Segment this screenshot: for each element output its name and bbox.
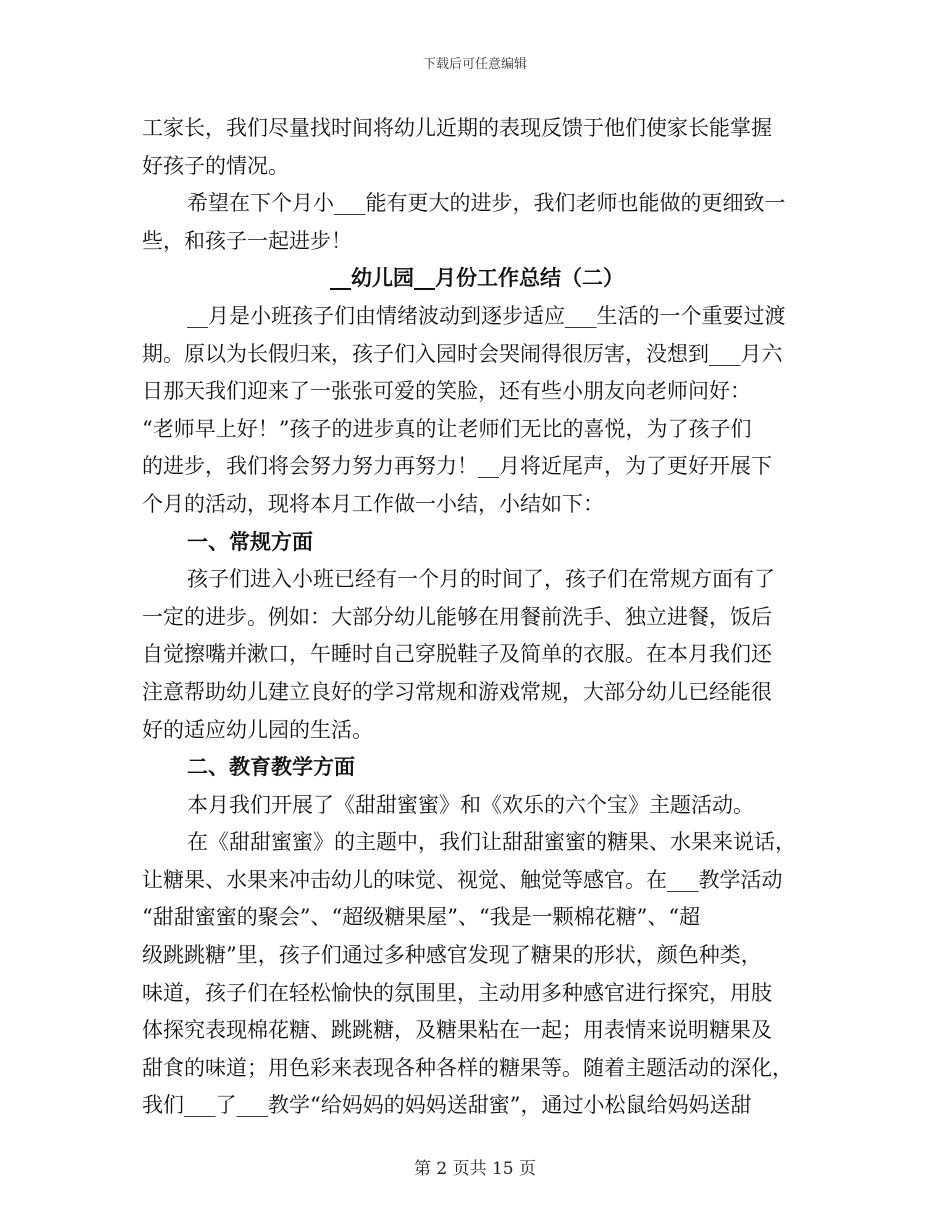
text-line: 好孩子的情况。 (142, 153, 289, 178)
subheading: 一、常规方面 (187, 529, 313, 554)
text-line: 日那天我们迎来了一张张可爱的笑脸，还有些小朋友向老师问好： (142, 379, 751, 404)
text-line: 体探究表现棉花糖、跳跳糖，及糖果粘在一起；用表情来说明糖果及 (142, 1018, 772, 1043)
text-line: 工家长，我们尽量找时间将幼儿近期的表现反馈于他们使家长能掌握 (142, 116, 772, 140)
document-body (142, 110, 812, 1125)
text-line: 让糖果、水果来冲击幼儿的味觉、视觉、触觉等感官。在___教学活动 (142, 867, 783, 892)
text-line: “甜甜蜜蜜的聚会”、“超级糖果屋”、“我是一颗棉花糖”、“超 (142, 905, 701, 930)
text-line: 味道，孩子们在轻松愉快的氛围里，主动用多种感官进行探究，用肢 (142, 980, 772, 1005)
paragraph-start: 在《甜甜蜜蜜》的主题中，我们让甜甜蜜蜜的糖果、水果来说话， (187, 830, 796, 855)
subheading: 二、教育教学方面 (187, 755, 355, 780)
paragraph-start: __月是小班孩子们由情绪波动到逐步适应___生活的一个重要过渡 (187, 303, 786, 328)
text-line: 个月的活动，现将本月工作做一小结，小结如下： (142, 491, 604, 516)
text-line: 我们___了___教学“给妈妈的妈妈送甜蜜”，通过小松鼠给妈妈送甜 (142, 1093, 752, 1118)
text-line: 级跳跳糖”里，孩子们通过多种感官发现了糖果的形状，颜色种类， (142, 943, 762, 968)
section-title: __幼儿园__月份工作总结（二） (330, 266, 624, 291)
page-footer: 第 2 页共 15 页 (413, 1159, 537, 1179)
paragraph-start: 希望在下个月小___能有更大的进步，我们老师也能做的更细致一 (187, 191, 786, 216)
page-header: 下载后可任意编辑 (422, 57, 527, 72)
text-line: 甜食的味道；用色彩来表现各种各样的糖果等。随着主题活动的深化， (142, 1055, 793, 1080)
text-line: 期。原以为长假归来，孩子们入园时会哭闹得很厉害，没想到___月六 (142, 341, 783, 366)
text-line: 注意帮助幼儿建立良好的学习常规和游戏常规，大部分幼儿已经能很 (142, 679, 772, 704)
text-line: 自觉擦嘴并漱口，午睡时自己穿脱鞋子及简单的衣服。在本月我们还 (142, 642, 772, 667)
text-line: 好的适应幼儿园的生活。 (142, 717, 373, 742)
text-line: 一定的进步。例如：大部分幼儿能够在用餐前洗手、独立进餐，饭后 (142, 604, 772, 629)
text-line: 的进步，我们将会努力努力再努力！__月将近尾声，为了更好开展下 (142, 454, 772, 479)
text-line: 些，和孩子一起进步！ (142, 228, 352, 253)
text-line: “老师早上好！”孩子的进步真的让老师们无比的喜悦，为了孩子们 (142, 416, 752, 441)
paragraph-start: 本月我们开展了《甜甜蜜蜜》和《欢乐的六个宝》主题活动。 (187, 792, 754, 817)
paragraph-start: 孩子们进入小班已经有一个月的时间了，孩子们在常规方面有了 (187, 567, 775, 592)
